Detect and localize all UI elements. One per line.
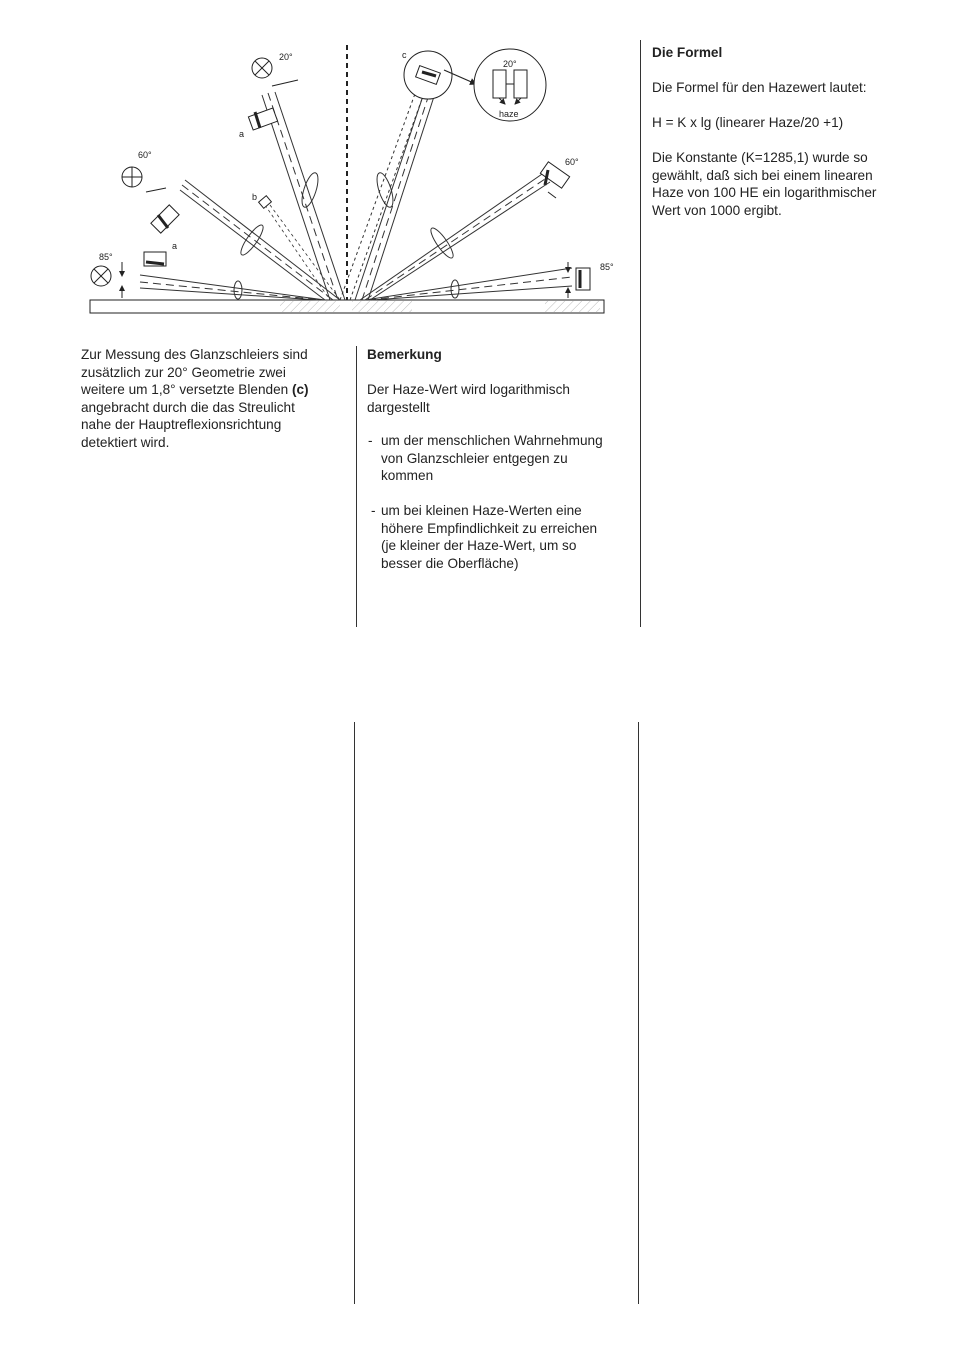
right-text-line: Wert von 1000 ergibt. <box>652 202 782 218</box>
sample-hatch-right <box>352 301 412 312</box>
divider-right-bottom <box>638 722 639 1304</box>
label-a-top: a <box>239 129 245 139</box>
divider-middle-top <box>356 346 357 627</box>
right-column-text <box>652 44 922 219</box>
middle-column-text <box>367 346 632 416</box>
lamp-20deg-icon <box>252 58 272 78</box>
label-85deg-left: 85° <box>99 252 113 262</box>
detector-c-icon <box>404 51 452 99</box>
gloss-haze-geometry-diagram <box>0 0 640 330</box>
aperture-a-20deg-icon <box>248 108 277 130</box>
label-a-left: a <box>172 241 178 251</box>
sample-hatch-left <box>280 301 340 312</box>
left-column-text <box>81 346 346 451</box>
left-text-line: Zur Messung des Glanzschleiers sind <box>81 347 308 362</box>
formula: H = K x lg (linearer Haze/20 +1) <box>652 115 844 130</box>
bullet-2-dash: - <box>371 503 376 518</box>
right-text-line: Haze von 100 HE ein logarithmischer <box>652 185 877 200</box>
left-text-ref-c: (c) <box>291 382 309 397</box>
right-text-line: Die Konstante (K=1285,1) wurde so <box>652 150 868 165</box>
sample-hatch-far-right <box>545 301 600 312</box>
label-c: c <box>402 50 407 60</box>
label-20deg-left: 20° <box>279 52 293 62</box>
bullet-1-line: um der menschlichen Wahrnehmung <box>381 433 603 448</box>
left-text-line: nahe der Hauptreflexionsrichtung <box>81 417 282 432</box>
label-60deg-left: 60° <box>138 150 152 160</box>
bullet-1-line: von Glanzschleier entgegen zu <box>381 450 568 466</box>
left-text-line: detektiert wird. <box>81 434 170 450</box>
middle-text-line: Der Haze-Wert wird logarithmisch <box>367 382 570 397</box>
bullet-2-text <box>381 502 636 572</box>
label-inset-haze: haze <box>499 109 519 119</box>
right-text-line: Die Formel für den Hazewert lautet: <box>652 80 867 95</box>
aperture-a-60deg-icon <box>151 205 179 233</box>
lamp-60deg-icon <box>122 167 142 187</box>
middle-text-line: dargestellt <box>367 399 430 415</box>
divider-middle-bottom <box>354 722 355 1304</box>
middle-heading: Bemerkung <box>367 347 442 362</box>
bullet-1-line: kommen <box>381 468 434 483</box>
left-text-line-pre: weitere um 1,8° versetzte Blenden <box>81 382 292 397</box>
bullet-1-text <box>381 432 636 485</box>
beam-85deg <box>140 268 572 300</box>
label-b: b <box>252 192 258 202</box>
bullet-2-line: um bei kleinen Haze-Werten eine <box>381 503 582 518</box>
lamp-85deg-icon <box>91 266 111 286</box>
sample-plate <box>90 300 604 313</box>
bullet-2-line: höhere Empfindlichkeit zu erreichen <box>381 520 598 536</box>
label-inset-20deg: 20° <box>503 59 517 69</box>
beam-60deg <box>180 172 550 300</box>
right-heading: Die Formel <box>652 45 723 60</box>
label-60deg-right: 60° <box>565 157 579 167</box>
divider-right-top <box>640 40 641 627</box>
right-text-line: gewählt, daß sich bei einem linearen <box>652 167 873 183</box>
bullet-1-dash: - <box>368 433 373 448</box>
aperture-a-85deg-icon <box>144 252 166 266</box>
bullet-2-line: (je kleiner der Haze-Wert, um so <box>381 538 577 553</box>
label-85deg-right: 85° <box>600 262 614 272</box>
aperture-b-icon <box>259 196 272 209</box>
left-text-line <box>81 381 346 399</box>
detector-85deg-right-icon <box>576 268 590 290</box>
left-text-line: zusätzlich zur 20° Geometrie zwei <box>81 364 286 380</box>
left-text-line: angebracht durch die das Streulicht <box>81 399 295 415</box>
bullet-2-line: besser die Oberfläche) <box>381 555 519 571</box>
